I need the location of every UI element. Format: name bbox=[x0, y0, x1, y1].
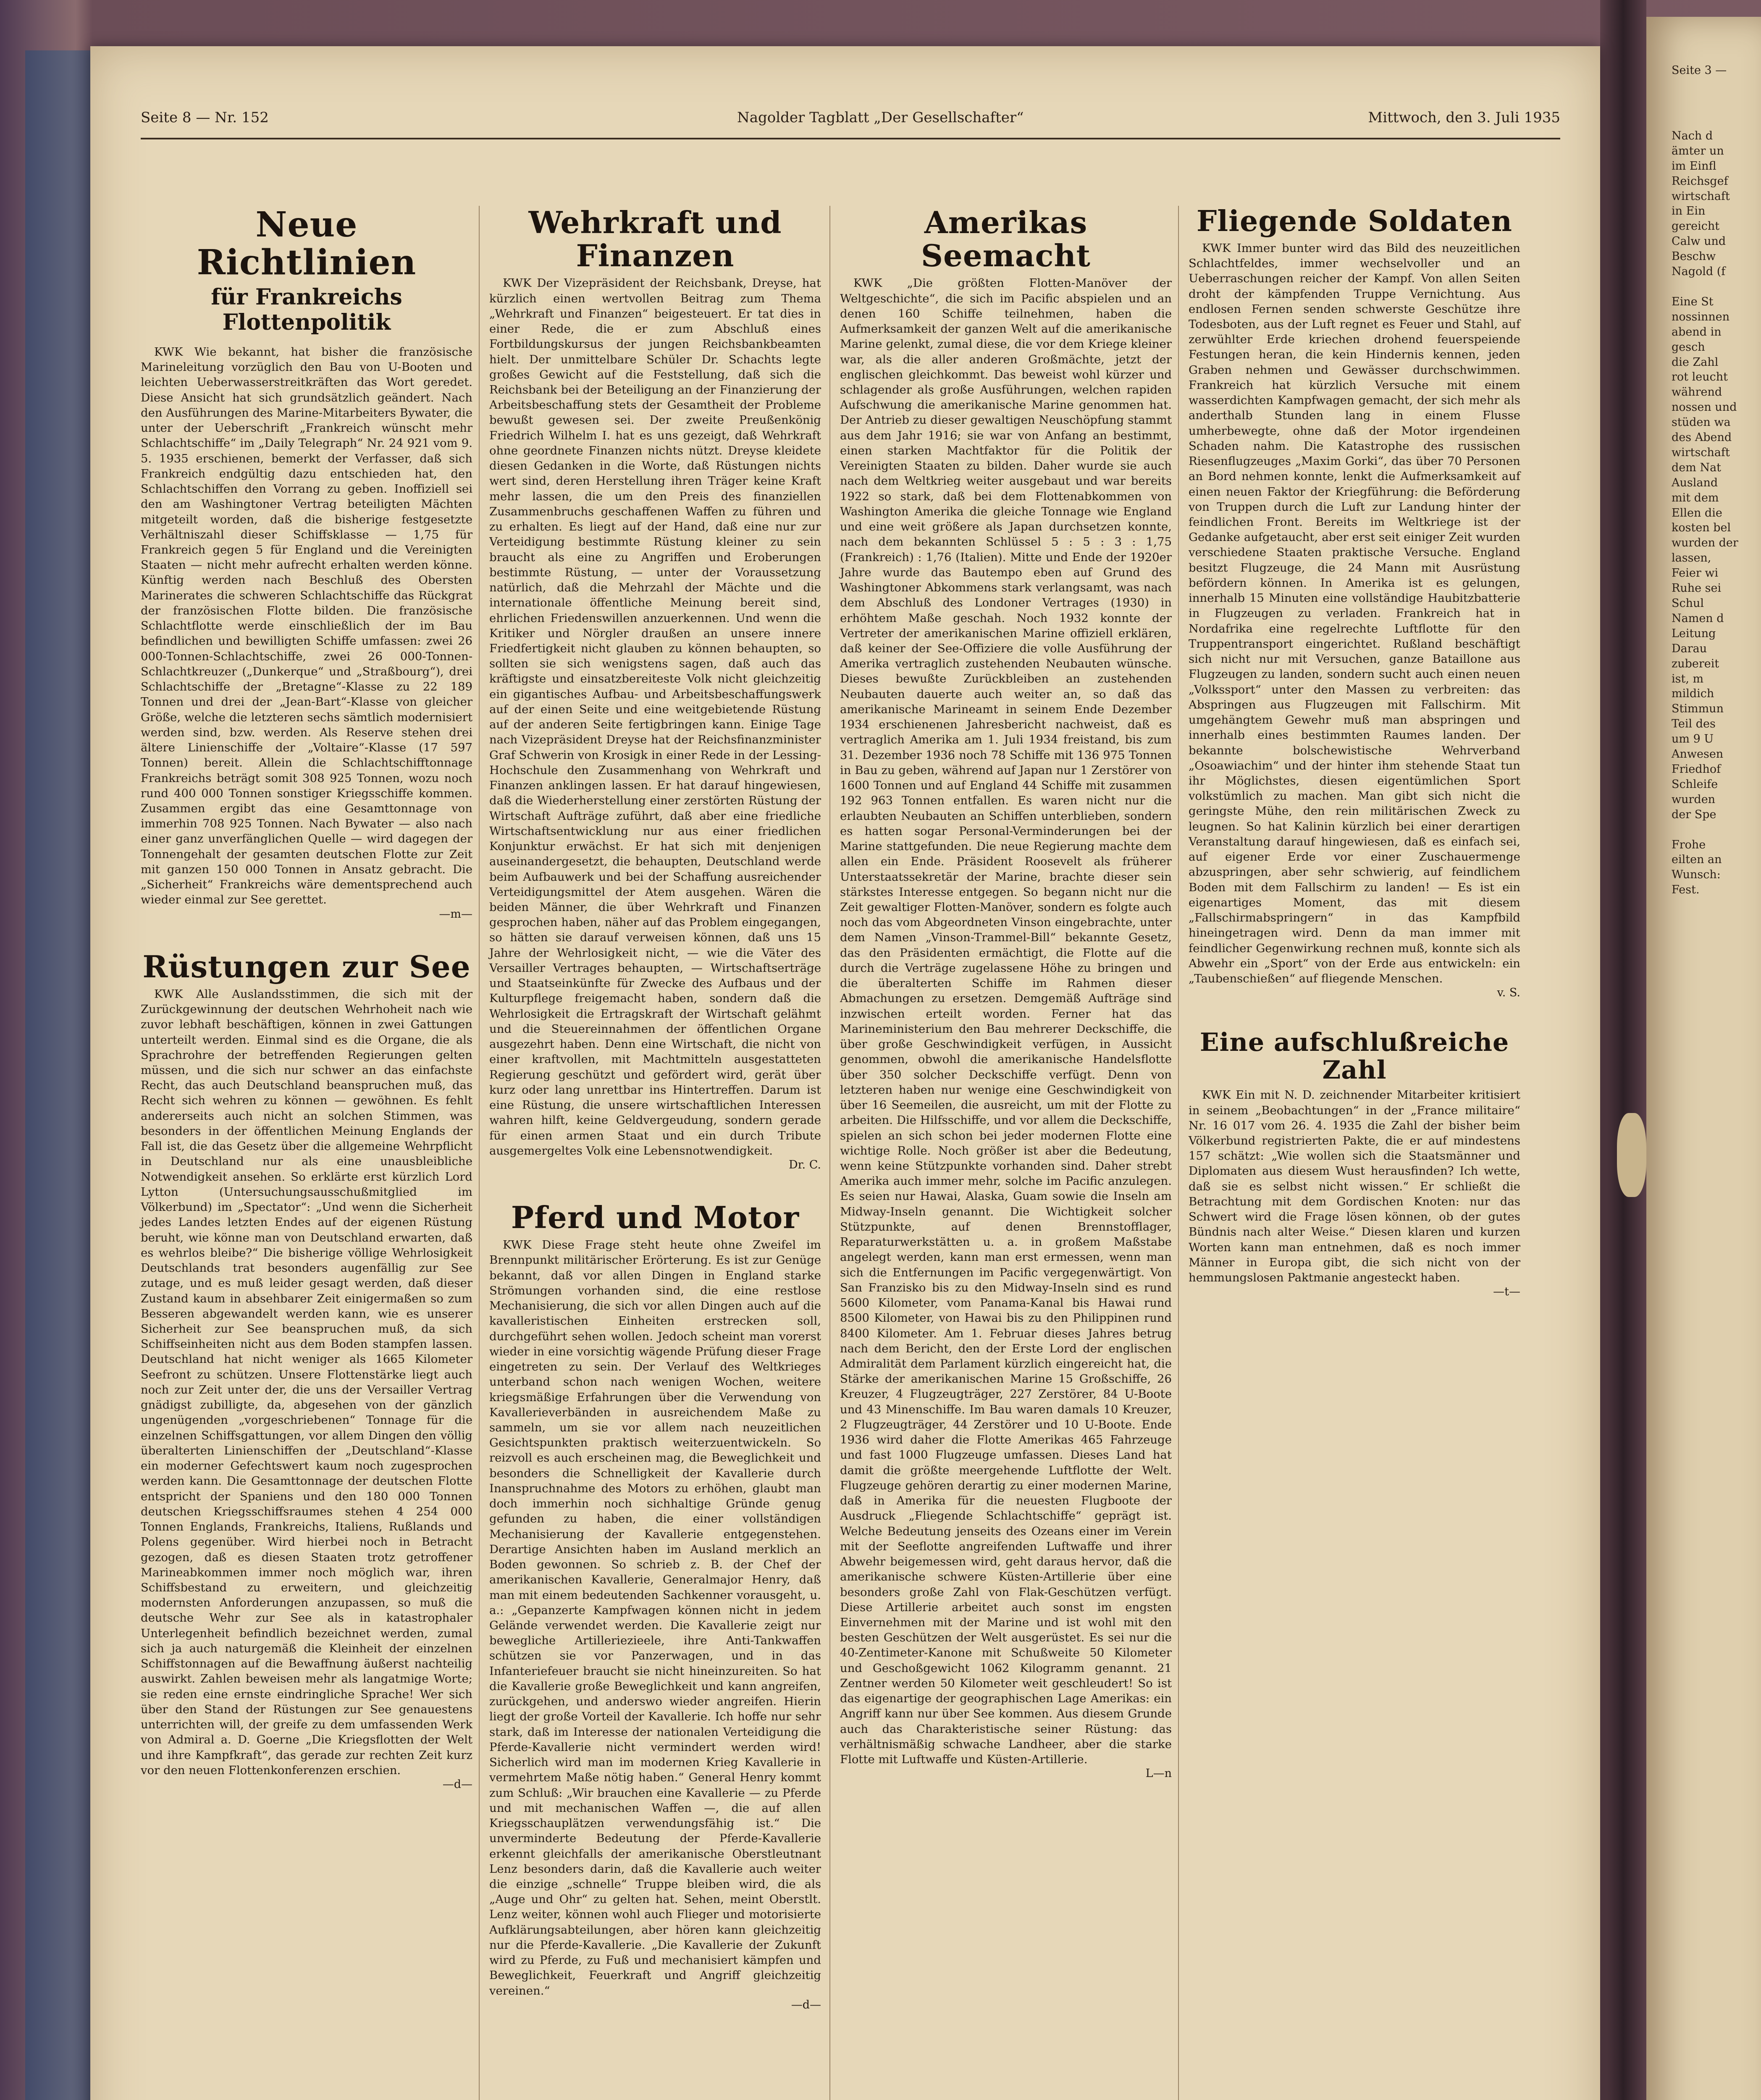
column-divider bbox=[1178, 206, 1179, 2100]
adjacent-page-line: gesch bbox=[1672, 340, 1705, 354]
adjacent-page-text bbox=[1672, 63, 1761, 898]
adjacent-page-line bbox=[1672, 279, 1761, 294]
article-headline: Wehrkraft und Finanzen bbox=[528, 205, 782, 274]
adjacent-page-line: Nagold (f bbox=[1672, 265, 1726, 278]
adjacent-page-line: im Einfl bbox=[1672, 159, 1716, 173]
adjacent-page-line: des Abend bbox=[1672, 431, 1732, 444]
adjacent-page-line: in Ein bbox=[1672, 205, 1706, 218]
adjacent-page-line: wirtschaft bbox=[1672, 189, 1730, 203]
article-headline: Neue Richtlinien bbox=[197, 205, 417, 283]
column-1 bbox=[141, 206, 472, 1820]
adjacent-page-line: Schul bbox=[1672, 597, 1704, 610]
adjacent-page-line: Teil des bbox=[1672, 717, 1716, 731]
article-body: KWK „Die größten Flotten-Manöver der Weltgeschichte“, die sich im Pacific abspielen und an denen 160 Schiffe teilnehmen, haben die Aufmerksamkeit der ganzen Welt auf die amerikanische Marine gelenkt, zumal diese, die vor dem Kriege kleiner war, als die aller anderen Großmächte, jetzt der englischen gleichkommt. Das beweist wohl kürzer und schlagender als große Ausführungen, welchen rapiden Aufschwung die amerikanische Marine genommen hat. Der Antrieb zu dieser gewaltigen Neuschöpfung stammt aus dem Jahr 1916; sie war von Anfang an bestimmt, einen starken Machtfaktor für die Politik der Vereinigten Staaten zu bilden. Daher wurde sie auch nach dem Weltkrieg weiter ausgebaut und war bereits 1922 so stark, daß bei dem Flottenabkommen von Washington Amerika die gleiche Tonnage wie England und eine weit größere als Japan durchsetzen konnte, nach dem bekannten Schlüssel 5 : 5 : 3 : 1,75 (Frankreich) : 1,76 (Italien). Mitte und Ende der 1920er Jahre wurde das Bautempo eben auf Grund des Washingtoner Abkommens stark verlangsamt, was nach dem Abschluß des Londoner Vertrages (1930) in erhöhtem Maße geschah. Noch 1932 konnte der Vertreter der amerikanischen Marine offiziell erklären, daß keiner der See-Offiziere die volle Ausführung der Amerika vertraglich zustehenden Neubauten wünsche. Dieses bewußte Zurückbleiben an zustehenden Neubauten dauerte auch weiter an, so daß das amerikanische Marineamt in seinem Ende Dezember 1934 erschienenen Jahresbericht nachweist, daß es vertraglich Amerika am 1. Juli 1934 freistand, bis zum 31. Dezember 1936 noch 78 Schiffe mit 136 975 Tonnen in Bau zu geben, während auf Japan nur 1 Zerstörer von 1600 Tonnen und auf England 44 Schiffe mit zusammen 192 963 Tonnen entfallen. Es waren nicht nur die erlaubten Neubauten an Schiffen unterblieben, sondern es hatten sogar Personal-Verminderungen bei der Marine stattgefunden. Die neue Regierung machte dem allen ein Ende. Präsident Roosevelt als früherer Unterstaatssekretär der Marine, brachte dieser sein stärkstes Interesse entgegen. So begann nicht nur die Zeit gewaltiger Flotten-Manöver, sondern es folgte auch noch das vom Abgeordneten Vinson eingebrachte, unter dem Namen „Vinson-Trammel-Bill“ bekannte Gesetz, das den Präsidenten ermächtigt, die Flotte auf die durch die Verträge zugelassene Höhe zu bringen und die überalterten Schiffe im Rahmen dieser Abmachungen zu ersetzen. Demgemäß Aufträge sind inzwischen erteilt worden. Ferner hat das Marineministerium den Bau mehrerer Deckschiffe, die über große Geschwindigkeit verfügen, in Aussicht genommen, obwohl die amerikanische Handelsflotte über 350 solcher Deckschiffe verfügt. Denn von letzteren haben nur wenige eine Geschwindigkeit von über 16 Seemeilen, die ausreicht, um mit der Flotte zu arbeiten. Die Hilfsschiffe, und vor allem die Deckschiffe, spielen an sich schon bei jeder modernen Flotte eine wichtige Rolle. Noch größer ist aber die Bedeutung, wenn keine Stützpunkte vorhanden sind. Daher strebt Amerika auch immer mehr, solche im Pacific anzulegen. Es seien nur Hawai, Alaska, Guam sowie die Inseln am Midway-Inseln genannt. Die Wichtigkeit solcher Stützpunkte, auf denen Brennstofflager, Reparaturwerkstätten u. a. in großem Maßstabe angelegt werden, kann man erst ermessen, wenn man sich die Entfernungen im Pacific vergegenwärtigt. Von San Franzisko bis zu den Midway-Inseln sind es rund 5600 Kilometer, vom Panama-Kanal bis Hawai rund 8500 Kilometer, von Hawai bis zu den Philippinen rund 8400 Kilometer. Am 1. Februar dieses Jahres betrug nach dem Bericht, den der Erste Lord der englischen Admiralität dem Parlament kürzlich eingereicht hat, die Stärke der amerikanischen Marine 15 Großschiffe, 26 Kreuzer, 4 Flugzeugträger, 227 Zerstörer, 84 U-Boote und 43 Minenschiffe. Im Bau waren damals 10 Kreuzer, 2 Flugzeugträger, 44 Zerstörer und 10 U-Boote. Ende 1936 wird daher die Flotte Amerikas 465 Fahrzeuge und fast 1000 Flugzeuge umfassen. Dieses Land hat damit die größte meergehende Luftflotte der Welt. Flugzeuge gehören derartig zu einer modernen Marine, daß in Amerika für die neuesten Flugboote der Ausdruck „Fliegende Schlachtschiffe“ geprägt ist. Welche Bedeutung jenseits des Ozeans einer im Verein mit der Seeflotte angreifenden Luftwaffe und ihrer Abwehr beigemessen wird, geht daraus hervor, daß die amerikanische schwere Küsten-Artillerie über eine besonders große Zahl von Flak-Geschützen verfügt. Diese Artillerie arbeitet auch sonst im engsten Einvernehmen mit der Marine und ist wohl mit den besten Geschützen der Welt ausgerüstet. Es sei nur die 40-Zentimeter-Kanone mit Schußweite 50 Kilometer und Geschoßgewicht 1062 Kilogramm genannt. 21 Zentner werden 50 Kilometer weit geschleudert! So ist das eigenartige der geographischen Lage Amerikas: ein Angriff kann nur über See kommen. Aus diesem Grunde auch das Charakteristische seiner Rüstung: das verhältnismäßig schwache Landheer, aber die starke Flotte mit Luftwaffe und Küsten-Artillerie. bbox=[840, 276, 1172, 1767]
article-headline: Pferd und Motor bbox=[511, 1199, 800, 1235]
issue-date: Mittwoch, den 3. Juli 1935 bbox=[1368, 109, 1560, 126]
article-signature: L—n bbox=[1145, 1767, 1172, 1780]
adjacent-page-line: um 9 U bbox=[1672, 732, 1714, 746]
adjacent-page-line: Namen d bbox=[1672, 612, 1724, 625]
article-body: KWK Alle Auslandsstimmen, die sich mit der Zurückgewinnung der deutschen Wehrhoheit nach wie zuvor lebhaft beschäftigen, können in zwei Gattungen unterteilt werden. Einmal sind es die Organe, die als Sprachrohre der betreffenden Regierungen gelten müssen, und die sich nur schwer an das einfachste Recht, das auch Deutschland beanspruchen muß, das Recht sich wehren zu können — gewöhnen. Es fehlt andererseits auch nicht an solchen Stimmen, was besonders in der öffentlichen Meinung Englands der Fall ist, die das Gesetz über die allgemeine Wehrpflicht in Deutschland nur als eine unausbleibliche Notwendigkeit ansehen. So erklärte erst kürzlich Lord Lytton (Untersuchungsausschußmitglied im Völkerbund) im „Spectator“: „Und wenn die Sicherheit jedes Landes letzten Endes auf der eigenen Rüstung beruht, wie könne man von Deutschland erwarten, daß es wehrlos bleibe?“ Die bisherige völlige Wehrlosigkeit Deutschlands trat besonders augenfällig zur See zutage, und es muß leider gesagt werden, daß dieser Zustand kaum in absehbarer Zeit einigermaßen so zum Besseren abgewandelt werden kann, wie es unserer Sicherheit zur See beanspruchen muß, da sich Schiffseinheiten nicht aus dem Boden stampfen lassen. Deutschland hat nicht weniger als 1665 Kilometer Seefront zu schützen. Unsere Flottenstärke liegt auch noch zur Zeit unter der, die uns der Versailler Vertrag gnädigst zubilligte, da, abgesehen von der gänzlich ungenügenden „vorgeschriebenen“ Tonnage für die einzelnen Schiffsgattungen, vor allem Dingen den völlig überalterten Linienschiffen der „Deutschland“-Klasse ein moderner Gefechtswert kaum noch zugesprochen werden kann. Die Gesamttonnage der deutschen Flotte entspricht der Spaniens und den 180 000 Tonnen deutschen Kriegsschiffsraumes stehen 4 254 000 Tonnen Englands, Frankreichs, Italiens, Rußlands und Polens gegenüber. Wird hierbei noch in Betracht gezogen, daß es diesen Staaten trotz getroffener Marineabkommen immer noch möglich war, ihren Schiffsbestand zu erweitern, und gleichzeitig modernsten Anforderungen anzupassen, so muß die deutsche Wehr zur See als in katastrophaler Unterlegenheit befindlich bezeichnet werden, zumal sich ja auch naturgemäß die Kleinheit der einzelnen Schiffstonnagen auf die Bewaffnung äußerst nachteilig auswirkt. Zahlen beweisen mehr als langatmige Worte; sie reden eine ernste eindringliche Sprache! Wer sich über den Stand der Rüstungen zur See genauestens unterrichten will, der greife zu dem umfassenden Werk von Admiral a. D. Goerne „Die Kriegsflotten der Welt und ihre Kampfkraft“, das gerade zur rechten Zeit kurz vor den neuen Flottenkonferenzen erschien. bbox=[141, 987, 472, 1777]
adjacent-page-line: Anwesen bbox=[1672, 748, 1724, 761]
column-4 bbox=[1189, 206, 1520, 1328]
adjacent-page-line: Feier wi bbox=[1672, 567, 1719, 580]
article-headline: Rüstungen zur See bbox=[142, 948, 471, 984]
adjacent-page-line: rot leucht bbox=[1672, 370, 1728, 384]
adjacent-page-line: eilten an bbox=[1672, 853, 1722, 866]
adjacent-page-line: die Zahl bbox=[1672, 355, 1719, 369]
article-amerika bbox=[840, 206, 1172, 1780]
column-divider bbox=[479, 206, 480, 2100]
book-gutter bbox=[1600, 0, 1646, 2100]
adjacent-page-line: mildich bbox=[1672, 687, 1714, 701]
column-divider bbox=[829, 206, 830, 2100]
article-body: KWK Diese Frage steht heute ohne Zweifel im Brennpunkt militärischer Erörterung. Es ist zur Genüge bekannt, daß vor allen Dingen in England starke Strömungen vorhanden sind, die eine restlose Mechanisierung, die sich vor allen Dingen auch auf die kavalleristischen Einheiten erstrecken soll, durchgeführt sehen wollen. Jedoch scheint man vorerst wieder in eine vorsichtig wägende Prüfung dieser Frage eingetreten zu sein. Der Verlauf des Weltkrieges unterband schon nach wenigen Wochen, weitere kriegsmäßige Erfahrungen über die Verwendung von Kavallerieverbänden in ausreichendem Maße zu sammeln, um sie vor allem nach neuzeitlichen Gesichtspunkten praktisch weiterzuentwickeln. So reizvoll es auch erscheinen mag, die Beweglichkeit und besonders die Schnelligkeit der Kavallerie durch Inanspruchnahme des Motors zu erhöhen, glaubt man doch immerhin noch sichhaltige Gründe genug gefunden zu haben, die einer vollständigen Mechanisierung der Kavallerie entgegenstehen. Derartige Ansichten haben im Ausland merklich an Boden gewonnen. So schrieb z. B. der Chef der amerikanischen Kavallerie, Generalmajor Henry, daß man mit einem bedeutenden Sachkenner vorausgeht, u. a.: „Gepanzerte Kampfwagen können nicht in jedem Gelände verwendet werden. Die Kavallerie zeigt nur bewegliche Artilleriezieele, ihre Anti-Tankwaffen schützen sie vor Panzerwagen, und in das Infanteriefeuer braucht sie nicht hineinzureiten. So hat die Kavallerie große Beweglichkeit und kann angreifen, zurückgehen, und anderswo wieder angreifen. Hierin liegt der große Vorteil der Kavallerie. Ich hoffe nur sehr stark, daß im Interesse der nationalen Verteidigung die Pferde-Kavallerie nicht vermindert werden wird! Sicherlich wird man im modernen Krieg Kavallerie in vermehrtem Maße nötig haben.“ General Henry kommt zum Schluß: „Wir brauchen eine Kavallerie — zu Pferde und mit mechanischen Waffen —, die auf allen Kriegsschauplätzen verwendungsfähig ist.“ Die unverminderte Bedeutung der Pferde-Kavallerie erkennt gleichfalls der amerikanische Oberstleutnant Lenz besonders darin, daß die Kavallerie auch weiter die einzige „schnelle“ Truppe bleiben wird, die als „Auge und Ohr“ zu gelten hat. Sehen, meint Oberstlt. Lenz weiter, können wohl auch Flieger und motorisierte Aufklärungsabteilungen, aber hören kann gleichzeitig nur die Pferde-Kavallerie. „Die Kavallerie der Zukunft wird zu Pferde, zu Fuß und mechanisiert kämpfen und Beweglichkeit, Feuerkraft und Angriff gleichzeitig vereinen.“ bbox=[489, 1238, 821, 1998]
article-wehrkraft bbox=[489, 206, 821, 1171]
adjacent-page-line: dem Nat bbox=[1672, 461, 1722, 474]
paper-tear bbox=[1617, 1113, 1646, 1197]
newspaper-page bbox=[90, 46, 1600, 2100]
header-rule bbox=[141, 138, 1560, 139]
article-soldaten bbox=[1189, 206, 1520, 999]
adjacent-page-line: abend in bbox=[1672, 325, 1722, 339]
column-2 bbox=[489, 206, 821, 2041]
article-ruestungen bbox=[141, 950, 472, 1791]
article-pferd bbox=[489, 1201, 821, 2011]
adjacent-page-line: Fest. bbox=[1672, 883, 1700, 897]
article-signature: —d— bbox=[442, 1778, 472, 1791]
adjacent-page-line: Ellen die bbox=[1672, 506, 1722, 520]
article-body: KWK Der Vizepräsident der Reichsbank, Dreyse, hat kürzlich einen wertvollen Beitrag zum Thema „Wehrkraft und Finanzen“ beigesteuert. Er tat dies in einer Rede, die er zum Abschluß eines Fortbildungskursus der jungen Reichsbankbeamten hielt. Der unmittelbare Schüler Dr. Schachts legte großes Gewicht auf die Feststellung, daß sich die Reichsbank bei der Beteiligung an der Finanzierung der Arbeitsbeschaffung stets der Gesamtheit der Probleme bewußt gewesen sei. Der zweite Preußenkönig Friedrich Wilhelm I. hat es uns gezeigt, daß Wehrkraft ohne geordnete Finanzen nichts nützt. Dreyse kleidete diesen Gedanken in die Worte, daß Rüstungen nichts wert sind, deren Herstellung ihren Träger keine Kraft mehr lassen, die um den Preis des finanziellen Zusammenbruchs geschaffenen Waffen zu führen und zu erhalten. Es liegt auf der Hand, daß eine nur zur Verteidigung bestimmte Rüstung kleiner zu sein braucht als eine zu Angriffen und Eroberungen bestimmte Rüstung, — unter der Voraussetzung natürlich, daß die Mehrzahl der Mächte und die internationale öffentliche Meinung bereit sind, ehrlichen Friedenswillen anzuerkennen. Und wenn die Kritiker und Nörgler draußen an unsere innere Friedfertigkeit nicht glauben zu können behaupten, so sollten sie sich wenigstens sagen, daß auch das kräftigste und einsatzbereiteste Volk nicht gleichzeitig ein gigantisches Aufbau- und Arbeitsbeschaffungswerk auf der einen Seite und eine weitgebietende Rüstung auf der anderen Seite fertigbringen kann. Einige Tage nach Vizepräsident Dreyse hat der Reichsfinanzminister Graf Schwerin von Krosigk in einer Rede in der Lessing-Hochschule den Zusammenhang von Wehrkraft und Finanzen anklingen lassen. Er hat darauf hingewiesen, daß die Wiederherstellung einer zerstörten Rüstung der Wirtschaft Aufträge zuführt, daß aber eine friedliche Wirtschaftsentwicklung nur aus einer friedlichen Konjunktur erwächst. Er hat sich mit denjenigen auseinandergesetzt, die behaupten, Deutschland werde beim Aufbauwerk und bei der Schaffung ausreichender Verteidigungsmittel der Atem ausgehen. Wären die beiden Männer, die über Wehrkraft und Finanzen gesprochen haben, näher auf das Problem eingegangen, so hätten sie darauf verweisen können, daß uns 15 Jahre der Wehrlosigkeit nicht, — wie die Väter des Versailler Vertrages behaupten, — Wirtschaftserträge und Staatseinkünfte für Zwecke des Aufbaus und der Kulturpflege freigemacht haben, sondern daß die Wehrlosigkeit die Ertragskraft der Wirtschaft gelähmt und die Steuereinnahmen der öffentlichen Organe ausgezehrt haben. Denn eine Wirtschaft, die nicht von einer kraftvollen, mit Machtmitteln ausgestatteten Regierung geschützt und gefördert wird, gerät über kurz oder lang unrettbar ins Hintertreffen. Darum ist eine Rüstung, die unsere wirtschaftlichen Interessen wahren hilft, keine Geldvergeudung, sondern gerade für einen armen Staat und ein durch Tribute ausgemergeltes Volk eine Lebensnotwendigkeit. bbox=[489, 276, 821, 1158]
adjacent-page-line bbox=[1672, 822, 1761, 837]
article-subheadline: für Frankreichs Flottenpolitik bbox=[211, 284, 402, 336]
article-body: KWK Ein mit N. D. zeichnender Mitarbeiter kritisiert in seinem „Beobachtungen“ in der „France militaire“ Nr. 16 017 vom 26. 4. 1935 die Zahl der bisher beim Völkerbund registrierten Pakte, die er auf mindestens 157 schätzt: „Wie wollen sich die Staatsmänner und Diplomaten aus diesem Wust herausfinden? Ich wette, daß sie es selbst nicht wissen.“ Er schließt die Betrachtung mit dem Gordischen Knoten: nur das Schwert wird die Frage lösen können, ob der gutes Bündnis nach alter Weise.“ Diesen klaren und kurzen Worten kann man entnehmen, daß es noch immer Männer in Europa gibt, die sich nicht von der hemmungslosen Paktmanie angesteckt haben. bbox=[1189, 1088, 1520, 1285]
article-signature: —m— bbox=[439, 907, 472, 921]
adjacent-page-line: Friedhof bbox=[1672, 762, 1721, 776]
adjacent-page-line: zubereit bbox=[1672, 657, 1719, 670]
adjacent-page bbox=[1646, 17, 1761, 2100]
adjacent-page-line: Stimmun bbox=[1672, 702, 1724, 716]
adjacent-page-line: ist, m bbox=[1672, 672, 1704, 685]
article-richtlinien bbox=[141, 206, 472, 921]
adjacent-page-line: Darau bbox=[1672, 642, 1707, 655]
adjacent-page-line: ämter un bbox=[1672, 144, 1724, 158]
adjacent-page-header: Seite 3 — bbox=[1672, 64, 1727, 77]
adjacent-page-line: mit dem bbox=[1672, 491, 1719, 504]
adjacent-page-line: Ruhe sei bbox=[1672, 582, 1722, 595]
newspaper-title: Nagolder Tagblatt „Der Gesellschafter“ bbox=[737, 109, 1024, 126]
binding-tape bbox=[25, 50, 101, 2100]
adjacent-page-line: Ausland bbox=[1672, 476, 1718, 489]
article-signature: —t— bbox=[1493, 1285, 1520, 1299]
adjacent-page-line: Schleife bbox=[1672, 777, 1718, 791]
adjacent-page-lines bbox=[1672, 129, 1761, 898]
adjacent-page-line: nossen und bbox=[1672, 401, 1737, 414]
article-headline: Amerikas Seemacht bbox=[921, 205, 1091, 274]
adjacent-page-line: nossinnen bbox=[1672, 310, 1730, 323]
adjacent-page-line: Wunsch: bbox=[1672, 868, 1721, 882]
page-header bbox=[141, 109, 1560, 134]
column-3 bbox=[840, 206, 1172, 1809]
adjacent-page-line: Frohe bbox=[1672, 838, 1706, 851]
adjacent-page-line: Reichsgef bbox=[1672, 174, 1728, 188]
adjacent-page-line: wirtschaft bbox=[1672, 446, 1730, 459]
adjacent-page-line: während bbox=[1672, 386, 1722, 399]
article-body: KWK Immer bunter wird das Bild des neuzeitlichen Schlachtfeldes, immer wechselvoller und an Ueberraschungen reicher der Kampf. Von allen Seiten droht der kämpfenden Truppe Vernichtung. Aus endlosen Fernen senden schwerste Geschütze ihre Todesboten, aus der Luft regnet es Feuer und Stahl, auf zerwühlter Erde kriechen drohend feuerspeiende Festungen heran, die kein Hindernis kennen, jeden Graben nehmen und Gewässer durchschwimmen. Frankreich hat kürzlich Versuche mit einem wasserdichten Kampfwagen gemacht, der sich mehr als anderthalb Stunden lang in einem Flusse umherbewegte, ohne daß der Motor irgendeinen Schaden nahm. Die Katastrophe des russischen Riesenflugzeuges „Maxim Gorki“, das über 70 Personen an Bord nehmen konnte, lenkt die Aufmerksamkeit auf einen neuen Faktor der Kriegführung: die Beförderung von Truppen durch die Luft zur Landung hinter der feindlichen Front. Bereits im Weltkriege ist der Gedanke aufgetaucht, aber erst seit einiger Zeit wurden verschiedene Staaten praktische Versuche. England besitzt Flugzeuge, die 24 Mann mit Ausrüstung befördern können. In Amerika ist es gelungen, innerhalb 15 Minuten eine vollständige Haubitzbatterie in Flugzeugen zu verladen. Frankreich hat in Nordafrika eine regelrechte Luftflotte für den Truppentransport eingerichtet. Rußland beschäftigt sich nicht nur mit Versuchen, ganze Bataillone aus Flugzeugen zu landen, sondern sucht auch einen neuen „Volkssport“ unter den Massen zu verbreiten: das Abspringen aus Flugzeugen mit Fallschirm. Mit umgehängtem Gewehr muß man abspringen und innerhalb eines bestimmten Raumes landen. Der bekannte bolschewistische Wehrverband „Osoawiachim“ und der hinter ihm stehende Staat tun ihr Möglichstes, diesen eigentümlichen Sport volkstümlich zu machen. Man gibt sich nicht die geringste Mühe, den rein militärischen Zweck zu leugnen. So hat Kalinin kürzlich bei einer derartigen Veranstaltung darauf hingewiesen, daß es einfach sei, auf eigener Erde vor einer Zuschauermenge abzuspringen, aber sehr schwierig, auf feindlichem Boden mit dem Fallschirm zu landen! — Es ist ein eigenartiges Moment, das mit diesem „Fallschirmabspringern“ in das Kampfbild hineingetragen wird. Denn da man immer mit feindlicher Gegenwirkung rechnen muß, konnte sich als Abwehr ein „Sport“ von der Erde aus entwickeln: ein „Taubenschießen“ auf fliegende Menschen. bbox=[1189, 241, 1520, 986]
adjacent-page-line: kosten bel bbox=[1672, 521, 1731, 535]
adjacent-page-line: der Spe bbox=[1672, 808, 1716, 821]
article-headline: Eine aufschlußreiche Zahl bbox=[1199, 1028, 1509, 1085]
adjacent-page-line: lassen, bbox=[1672, 551, 1711, 565]
page-number: Seite 8 — Nr. 152 bbox=[141, 109, 269, 126]
adjacent-page-line: wurden bbox=[1672, 793, 1716, 806]
article-aufschluss bbox=[1189, 1029, 1520, 1298]
adjacent-page-line: gereicht bbox=[1672, 220, 1720, 233]
article-signature: —d— bbox=[791, 1998, 821, 2011]
adjacent-page-line: Eine St bbox=[1672, 295, 1714, 308]
article-body: KWK Wie bekannt, hat bisher die französische Marineleitung vorzüglich den Bau von U-Booten und leichten Ueberwasserstreitkräften das Wort geredet. Diese Ansicht hat sich grundsätzlich geändert. Nach den Ausführungen des Marine-Mitarbeiters Bywater, die unter der Ueberschrift „Frankreich wünscht mehr Schlachtschiffe“ im „Daily Telegraph“ Nr. 24 921 vom 9. 5. 1935 erschienen, bemerkt der Verfasser, daß sich Frankreich endgültig dazu entschieden hat, den Schlachtschiffen den Vorrang zu geben. Inoffiziell sei den am Washingtoner Vertrag beteiligten Mächten mitgeteilt worden, daß die bisherige festgesetzte Verhältniszahl dieser Schiffsklasse — 1,75 für Frankreich gegen 5 für England und die Vereinigten Staaten — nicht mehr aufrecht erhalten werden könne. Künftig werden nach Beschluß des Obersten Marinerates die schweren Schlachtschiffe das Rückgrat der französischen Flotte bilden. Die französische Schlachtflotte werde einschließlich der im Bau befindlichen und bewilligten Schiffe umfassen: zwei 26 000-Tonnen-Schlachtschiffe, zwei 26 000-Tonnen-Schlachtkreuzer („Dunkerque“ und „Straßbourg“), drei Schlachtschiffe der „Bretagne“-Klasse zu 22 189 Tonnen und drei der „Jean-Bart“-Klasse von gleicher Größe, welche die letzteren sechs sämtlich modernisiert werden sind, bzw. werden. Als Reserve stehen drei ältere Linienschiffe der „Voltaire“-Klasse (17 597 Tonnen) bereit. Allein die Schlachtschifftonnage Frankreichs beträgt somit 308 925 Tonnen, wozu noch rund 400 000 Tonnen sonstiger Kriegsschiffe kommen. Zusammen ergibt das eine Gesamttonnage von immerhin 708 925 Tonnen. Nach Bywater — also nach einer ganz unverfänglichen Quelle — wird dagegen der Tonnengehalt der gesamten deutschen Flotte zur Zeit mit ganzen 150 000 Tonnen in Ansatz gebracht. Die „Sicherheit“ Frankreichs wäre dementsprechend auch wieder einmal zur See gerettet. bbox=[141, 345, 472, 907]
adjacent-page-line: Nach d bbox=[1672, 129, 1713, 142]
adjacent-page-line: stüden wa bbox=[1672, 416, 1731, 429]
article-signature: Dr. C. bbox=[788, 1158, 821, 1171]
adjacent-page-line: Beschw bbox=[1672, 250, 1716, 263]
article-headline: Fliegende Soldaten bbox=[1197, 205, 1512, 238]
adjacent-page-line: wurden der bbox=[1672, 536, 1738, 550]
adjacent-page-line: Calw und bbox=[1672, 235, 1726, 248]
adjacent-page-line: Leitung bbox=[1672, 627, 1716, 640]
article-signature: v. S. bbox=[1497, 986, 1520, 1000]
